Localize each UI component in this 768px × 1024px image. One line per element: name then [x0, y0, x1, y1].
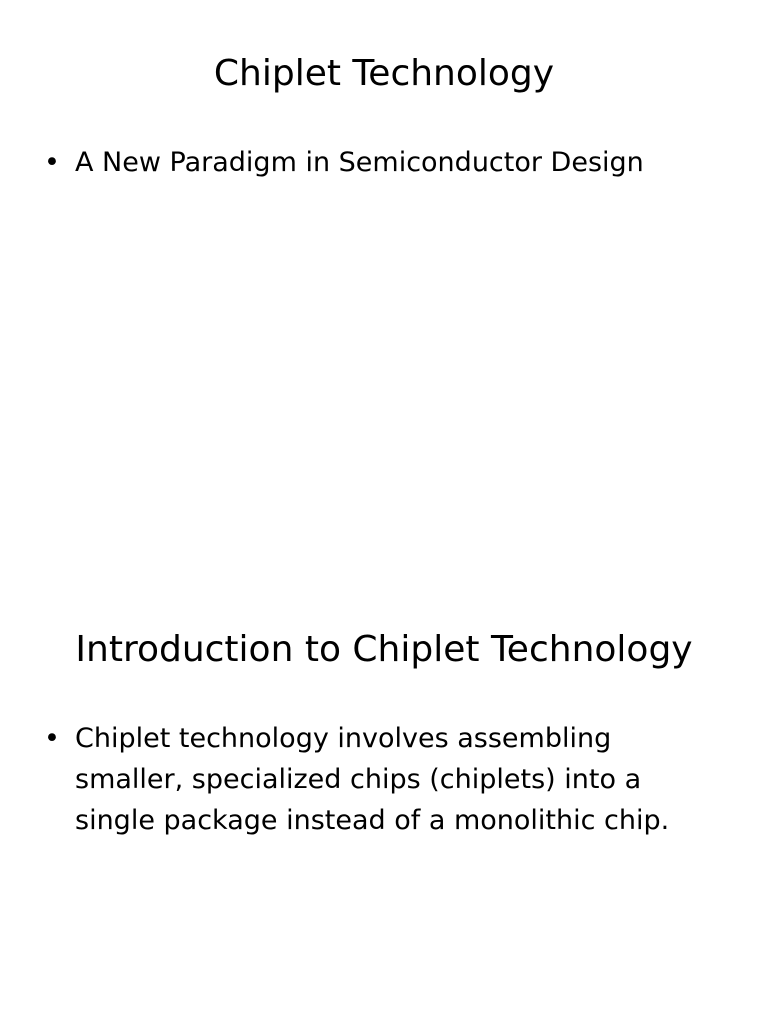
slide-title: Introduction to Chiplet Technology	[75, 629, 693, 670]
slide-2	[0, 576, 768, 1024]
bullet-text: Chiplet technology involves assembling smaller, specialized chips (chiplets) into a single package instead of a monolithic chip.	[75, 723, 670, 836]
bullet-list	[44, 142, 704, 183]
bullet-text: A New Paradigm in Semiconductor Design	[75, 147, 644, 178]
bullet-item	[44, 142, 704, 183]
bullet-list	[44, 718, 704, 841]
slide-title: Chiplet Technology	[213, 53, 555, 94]
bullet-dot-icon: •	[44, 147, 60, 178]
bullet-dot-icon: •	[44, 723, 60, 754]
bullet-item	[44, 718, 704, 841]
